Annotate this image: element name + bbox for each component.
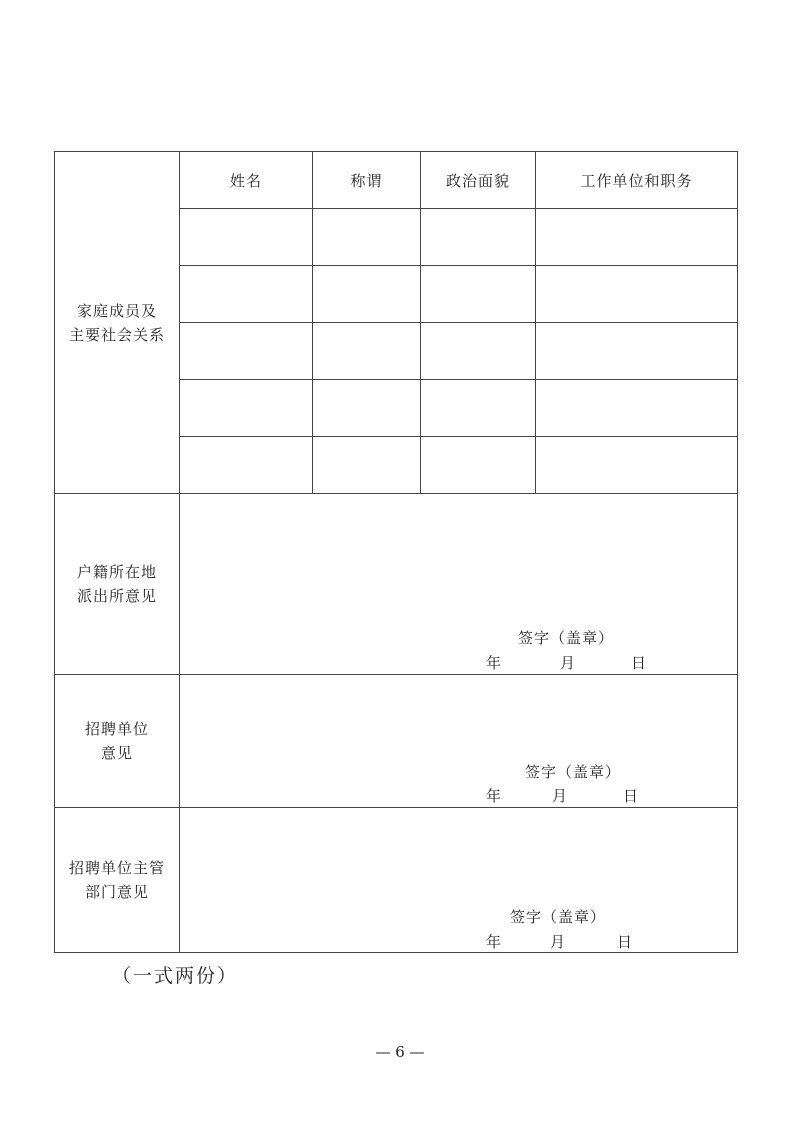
police-date-day: 日 — [631, 654, 648, 672]
family-political-cell[interactable] — [421, 380, 536, 437]
supervisor-opinion-cell[interactable] — [180, 808, 738, 953]
employer-signature-label: 签字（盖章） — [525, 763, 622, 781]
page-number: — 6 — — [375, 1043, 425, 1061]
family-name-cell[interactable] — [180, 323, 313, 380]
employer-label-line2: 意见 — [100, 744, 133, 762]
police-date-month: 月 — [560, 654, 577, 672]
employer-date-day: 日 — [623, 787, 640, 805]
copies-note: （一式两份） — [112, 965, 239, 987]
family-relation-cell[interactable] — [313, 323, 421, 380]
police-date-year: 年 — [486, 654, 503, 672]
family-employer-cell[interactable] — [536, 209, 738, 266]
family-political-cell[interactable] — [421, 209, 536, 266]
employer-date-year: 年 — [486, 787, 503, 805]
police-opinion-row — [55, 494, 738, 675]
family-employer-cell[interactable] — [536, 266, 738, 323]
police-opinion-cell[interactable] — [180, 494, 738, 675]
employer-label-line1: 招聘单位 — [84, 720, 149, 738]
supervisor-opinion-row — [55, 808, 738, 953]
family-relation-cell[interactable] — [313, 437, 421, 494]
supervisor-section-label — [55, 808, 180, 953]
family-employer-cell[interactable] — [536, 323, 738, 380]
family-name-cell[interactable] — [180, 437, 313, 494]
police-signature-label: 签字（盖章） — [518, 629, 615, 647]
supervisor-date-month: 月 — [550, 933, 567, 951]
family-relation-cell[interactable] — [313, 266, 421, 323]
header-employer-position: 工作单位和职务 — [536, 152, 738, 209]
family-employer-cell[interactable] — [536, 437, 738, 494]
registration-form-table — [54, 151, 738, 953]
family-name-cell[interactable] — [180, 266, 313, 323]
police-label-line1: 户籍所在地 — [76, 563, 157, 581]
police-section-label — [55, 494, 180, 675]
employer-opinion-row — [55, 675, 738, 808]
family-political-cell[interactable] — [421, 323, 536, 380]
supervisor-label-line2: 部门意见 — [84, 883, 149, 901]
employer-date-month: 月 — [552, 787, 569, 805]
family-section-label — [55, 152, 180, 494]
family-label-line2: 主要社会关系 — [68, 325, 165, 344]
header-political-status: 政治面貌 — [421, 152, 536, 209]
supervisor-date-day: 日 — [617, 933, 634, 951]
family-employer-cell[interactable] — [536, 380, 738, 437]
family-political-cell[interactable] — [421, 266, 536, 323]
police-label-line2: 派出所意见 — [76, 587, 157, 605]
family-header-row — [55, 152, 738, 209]
family-political-cell[interactable] — [421, 437, 536, 494]
family-name-cell[interactable] — [180, 209, 313, 266]
family-relation-cell[interactable] — [313, 380, 421, 437]
family-name-cell[interactable] — [180, 380, 313, 437]
header-relation: 称谓 — [313, 152, 421, 209]
supervisor-label-line1: 招聘单位主管 — [68, 859, 165, 877]
supervisor-signature-label: 签字（盖章） — [510, 908, 607, 926]
employer-section-label — [55, 675, 180, 808]
family-relation-cell[interactable] — [313, 209, 421, 266]
supervisor-date-year: 年 — [486, 933, 503, 951]
header-name: 姓名 — [180, 152, 313, 209]
employer-opinion-cell[interactable] — [180, 675, 738, 808]
family-label-line1: 家庭成员及 — [76, 301, 157, 320]
